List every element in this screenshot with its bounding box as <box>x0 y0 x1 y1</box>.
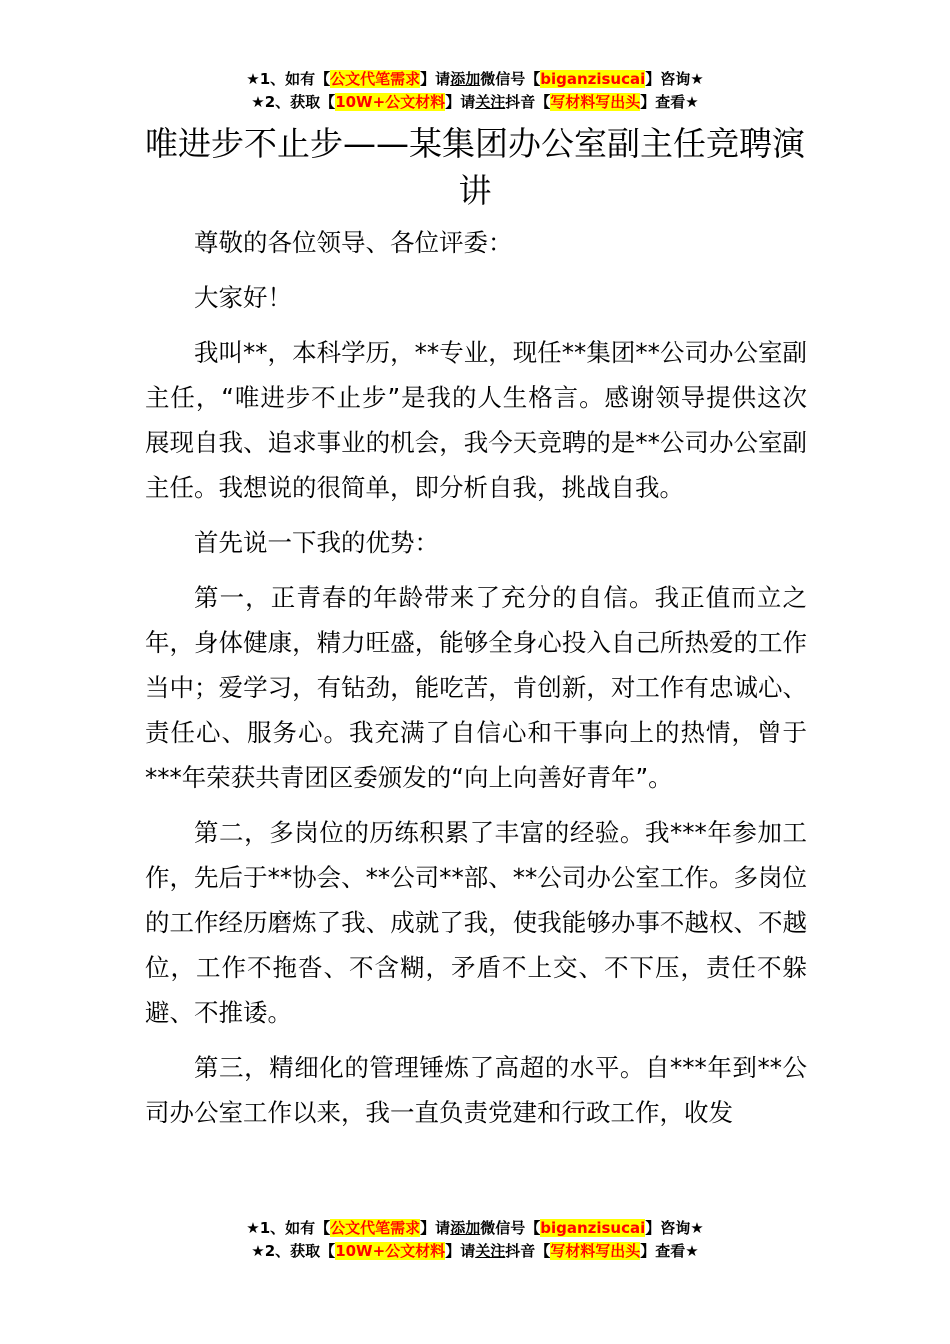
promo-highlight: 10W+公文材料 <box>335 93 446 111</box>
paragraph-first: 第一，正青春的年龄带来了充分的自信。我正值而立之年，身体健康，精力旺盛，能够全身心投入自己所热爱的工作当中；爱学习，有钻劲，能吃苦，肯创新，对工作有忠诚心、责任心、服务心。我充满了自信心和干事向上的热情，曾于***年荣获共青团区委颁发的“向上向善好青年”。 <box>145 583 807 792</box>
promo-wechat-id: biganzisucai <box>540 1219 646 1237</box>
promo-douyin-id: 写材料写出头 <box>550 93 641 111</box>
promo-line-2: ★2、获取【10W+公文材料】请关注抖音【写材料写出头】查看★ <box>251 93 699 111</box>
paragraph-hello: 大家好！ <box>194 283 292 312</box>
document-title: 唯进步不止步——某集团办公室副主任竞聘演讲 <box>145 124 805 210</box>
paragraph-advantages-heading: 首先说一下我的优势： <box>194 528 439 557</box>
document-body <box>145 220 807 1145</box>
promo-highlight: 公文代笔需求 <box>330 70 421 88</box>
promo-highlight: 10W+公文材料 <box>335 1242 446 1260</box>
promo-wechat-id: biganzisucai <box>540 70 646 88</box>
promo-line-1: ★1、如有【公文代笔需求】请添加微信号【biganzisucai】咨询★ <box>246 70 704 88</box>
promo-line-1: ★1、如有【公文代笔需求】请添加微信号【biganzisucai】咨询★ <box>246 1219 704 1237</box>
header-promo-banner <box>0 68 950 114</box>
promo-line-2: ★2、获取【10W+公文材料】请关注抖音【写材料写出头】查看★ <box>251 1242 699 1260</box>
paragraph-intro: 我叫**，本科学历，**专业，现任**集团**公司办公室副主任，“唯进步不止步”是我的人生格言。感谢领导提供这次展现自我、追求事业的机会，我今天竞聘的是**公司办公室副主任。我想说的很简单，即分析自我，挑战自我。 <box>145 338 807 502</box>
footer-promo-banner <box>0 1217 950 1263</box>
promo-highlight: 公文代笔需求 <box>330 1219 421 1237</box>
paragraph-second: 第二，多岗位的历练积累了丰富的经验。我***年参加工作，先后于**协会、**公司**部、**公司办公室工作。多岗位的工作经历磨炼了我、成就了我，使我能够办事不越权、不越位，工作不拖沓、不含糊，矛盾不上交、不下压，责任不躲避、不推诿。 <box>145 818 807 1027</box>
paragraph-third: 第三，精细化的管理锤炼了高超的水平。自***年到**公司办公室工作以来，我一直负责党建和行政工作，收发 <box>145 1053 807 1127</box>
promo-douyin-id: 写材料写出头 <box>550 1242 641 1260</box>
paragraph-greeting: 尊敬的各位领导、各位评委： <box>194 228 513 257</box>
